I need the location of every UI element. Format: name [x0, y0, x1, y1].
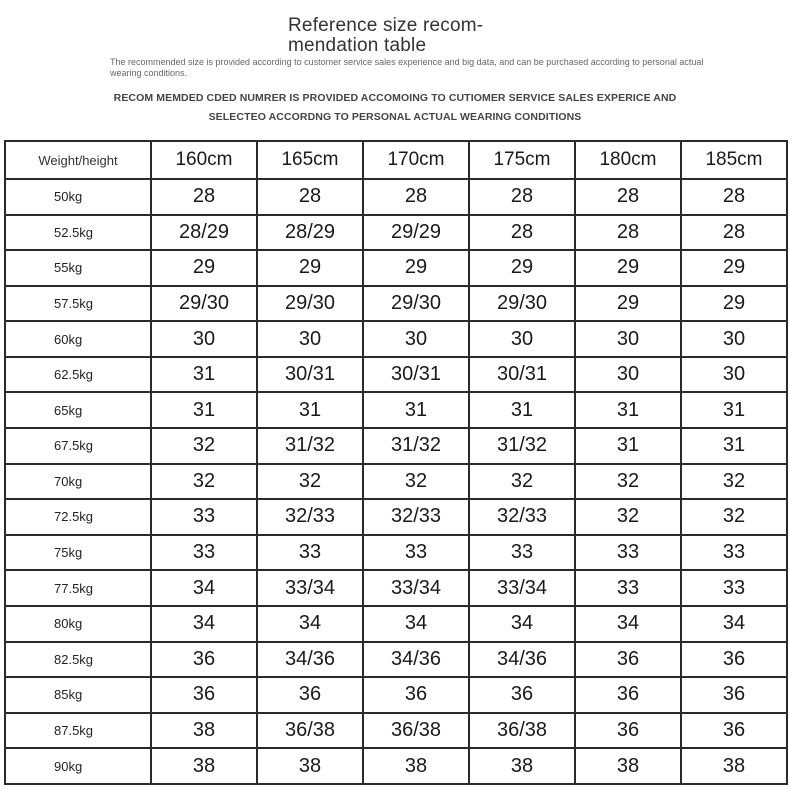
size-cell: 32: [363, 464, 469, 500]
table-row: [5, 464, 787, 500]
table-row: [5, 748, 787, 784]
height-header: 165cm: [257, 141, 363, 179]
size-cell: 31/32: [363, 428, 469, 464]
size-cell: 30: [681, 321, 787, 357]
height-header: 175cm: [469, 141, 575, 179]
size-cell: 32/33: [257, 499, 363, 535]
size-cell: 34/36: [469, 642, 575, 678]
size-cell: 33: [257, 535, 363, 571]
weight-cell: 87.5kg: [5, 713, 151, 749]
size-cell: 30/31: [363, 357, 469, 393]
notice-line-2: SELECTEO ACCORDNG TO PERSONAL ACTUAL WEARING CONDITIONS: [208, 111, 582, 123]
size-cell: 30: [681, 357, 787, 393]
size-cell: 31/32: [469, 428, 575, 464]
size-cell: 38: [151, 748, 257, 784]
corner-header: Weight/height: [5, 141, 151, 179]
table-row: [5, 677, 787, 713]
size-cell: 28: [469, 179, 575, 215]
size-cell: 32: [575, 464, 681, 500]
size-cell: 31: [681, 428, 787, 464]
table-row: [5, 250, 787, 286]
weight-cell: 75kg: [5, 535, 151, 571]
table-header-row: [5, 141, 787, 179]
size-cell: 36: [681, 642, 787, 678]
size-cell: 31: [469, 392, 575, 428]
size-cell: 30/31: [257, 357, 363, 393]
height-header: 180cm: [575, 141, 681, 179]
size-cell: 30: [257, 321, 363, 357]
size-cell: 30: [363, 321, 469, 357]
table-row: [5, 179, 787, 215]
table-row: [5, 713, 787, 749]
size-cell: 38: [575, 748, 681, 784]
size-cell: 32: [469, 464, 575, 500]
size-cell: 29: [575, 286, 681, 322]
size-cell: 34/36: [257, 642, 363, 678]
table-row: [5, 321, 787, 357]
size-cell: 32/33: [469, 499, 575, 535]
weight-cell: 80kg: [5, 606, 151, 642]
size-cell: 36: [575, 713, 681, 749]
notice-line-1: RECOM MEMDED CDED NUMRER IS PROVIDED ACCOMOING TO CUTIOMER SERVICE SALES EXPERICE AND: [113, 92, 677, 104]
size-cell: 29: [681, 250, 787, 286]
size-cell: 28: [363, 179, 469, 215]
size-cell: 31/32: [257, 428, 363, 464]
weight-cell: 62.5kg: [5, 357, 151, 393]
size-cell: 36/38: [257, 713, 363, 749]
table-row: [5, 357, 787, 393]
size-cell: 33: [151, 535, 257, 571]
page-title: [288, 16, 548, 56]
size-cell: 38: [257, 748, 363, 784]
size-cell: 38: [363, 748, 469, 784]
size-cell: 34: [363, 606, 469, 642]
size-cell: 36: [363, 677, 469, 713]
size-cell: 29: [575, 250, 681, 286]
size-cell: 32: [151, 428, 257, 464]
size-cell: 33/34: [257, 570, 363, 606]
weight-cell: 90kg: [5, 748, 151, 784]
size-cell: 28: [257, 179, 363, 215]
size-cell: 32: [681, 464, 787, 500]
size-cell: 34: [575, 606, 681, 642]
size-cell: 32/33: [363, 499, 469, 535]
size-cell: 36: [575, 642, 681, 678]
page-title-line2: mendation table: [288, 35, 427, 56]
size-cell: 29: [151, 250, 257, 286]
size-cell: 33/34: [363, 570, 469, 606]
size-cell: 38: [469, 748, 575, 784]
height-header: 170cm: [363, 141, 469, 179]
size-cell: 33: [681, 570, 787, 606]
weight-cell: 52.5kg: [5, 215, 151, 251]
subtitle-text: The recommended size is provided according to customer service sales experience and big data, and can be purchased according to personal actual wearing conditions.: [110, 57, 704, 78]
size-cell: 29/30: [151, 286, 257, 322]
size-cell: 31: [575, 428, 681, 464]
table-row: [5, 215, 787, 251]
table-row: [5, 499, 787, 535]
size-cell: 28: [575, 215, 681, 251]
size-cell: 36: [257, 677, 363, 713]
weight-cell: 67.5kg: [5, 428, 151, 464]
size-cell: 34: [469, 606, 575, 642]
size-cell: 30: [151, 321, 257, 357]
weight-cell: 85kg: [5, 677, 151, 713]
size-cell: 31: [575, 392, 681, 428]
size-cell: 33: [575, 535, 681, 571]
weight-cell: 55kg: [5, 250, 151, 286]
weight-cell: 77.5kg: [5, 570, 151, 606]
size-cell: 32: [151, 464, 257, 500]
size-cell: 34: [681, 606, 787, 642]
size-cell: 32: [575, 499, 681, 535]
weight-cell: 82.5kg: [5, 642, 151, 678]
weight-cell: 57.5kg: [5, 286, 151, 322]
size-cell: 30: [575, 357, 681, 393]
size-cell: 34: [151, 570, 257, 606]
size-cell: 29/29: [363, 215, 469, 251]
size-cell: 36: [469, 677, 575, 713]
weight-cell: 50kg: [5, 179, 151, 215]
size-cell: 30: [575, 321, 681, 357]
size-cell: 36/38: [363, 713, 469, 749]
size-cell: 38: [681, 748, 787, 784]
weight-cell: 65kg: [5, 392, 151, 428]
size-cell: 29/30: [469, 286, 575, 322]
table-row: [5, 606, 787, 642]
size-cell: 33: [575, 570, 681, 606]
size-cell: 33: [363, 535, 469, 571]
table-body: [5, 179, 787, 784]
size-cell: 34/36: [363, 642, 469, 678]
size-cell: 32: [681, 499, 787, 535]
size-cell: 36: [681, 713, 787, 749]
page-title-line1: Reference size recom-: [288, 15, 484, 36]
table-row: [5, 392, 787, 428]
size-cell: 29/30: [257, 286, 363, 322]
size-cell: 29: [681, 286, 787, 322]
size-cell: 36: [151, 677, 257, 713]
size-cell: 28: [469, 215, 575, 251]
size-cell: 36: [681, 677, 787, 713]
size-cell: 33: [469, 535, 575, 571]
weight-cell: 72.5kg: [5, 499, 151, 535]
size-cell: 28: [681, 215, 787, 251]
weight-cell: 60kg: [5, 321, 151, 357]
table-row: [5, 428, 787, 464]
size-cell: 33/34: [469, 570, 575, 606]
size-cell: 29: [469, 250, 575, 286]
height-header: 185cm: [681, 141, 787, 179]
size-cell: 29: [257, 250, 363, 286]
table-row: [5, 535, 787, 571]
weight-cell: 70kg: [5, 464, 151, 500]
size-cell: 31: [151, 357, 257, 393]
size-cell: 30: [469, 321, 575, 357]
table-row: [5, 642, 787, 678]
size-cell: 36: [151, 642, 257, 678]
size-cell: 36: [575, 677, 681, 713]
size-cell: 29: [363, 250, 469, 286]
size-cell: 29/30: [363, 286, 469, 322]
size-cell: 31: [257, 392, 363, 428]
size-cell: 31: [681, 392, 787, 428]
size-cell: 31: [363, 392, 469, 428]
size-cell: 33: [151, 499, 257, 535]
size-cell: 28/29: [151, 215, 257, 251]
size-cell: 34: [151, 606, 257, 642]
size-cell: 28: [151, 179, 257, 215]
size-cell: 28: [575, 179, 681, 215]
size-cell: 38: [151, 713, 257, 749]
size-cell: 34: [257, 606, 363, 642]
size-cell: 28/29: [257, 215, 363, 251]
size-cell: 28: [681, 179, 787, 215]
height-header: 160cm: [151, 141, 257, 179]
size-cell: 33: [681, 535, 787, 571]
size-table: [4, 140, 788, 785]
size-cell: 32: [257, 464, 363, 500]
size-cell: 30/31: [469, 357, 575, 393]
table-row: [5, 570, 787, 606]
size-cell: 36/38: [469, 713, 575, 749]
size-cell: 31: [151, 392, 257, 428]
table-row: [5, 286, 787, 322]
